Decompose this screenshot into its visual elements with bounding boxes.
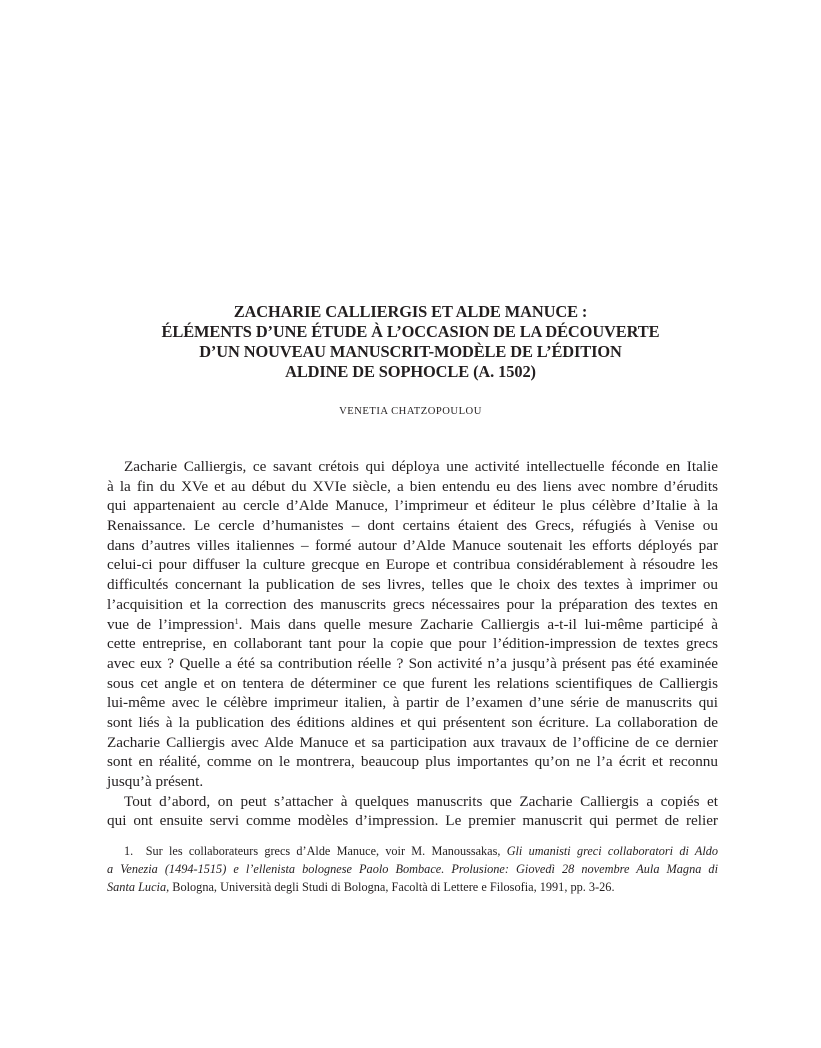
footnote-number: 1. bbox=[124, 844, 134, 858]
body-line: Tout d’abord, on peut s’attacher à quelques manuscrits que Zacharie Calliergis a copiés et bbox=[124, 792, 718, 810]
body-line: l’acquisition et la correction des manuscrits grecs nécessaires pour la préparation des textes en bbox=[107, 595, 718, 613]
body-line-start: vue de l’impression bbox=[107, 615, 235, 633]
title-line: ÉLÉMENTS D’UNE ÉTUDE À L’OCCASION DE LA DÉCOUVERTE bbox=[161, 322, 660, 341]
footnotes bbox=[107, 842, 718, 896]
footnote-line bbox=[107, 842, 718, 860]
body-line: Zacharie Calliergis avec Alde Manuce et sa participation aux travaux de l’officine de ce dernier bbox=[107, 733, 718, 751]
body-line: Zacharie Calliergis, ce savant crétois qui déploya une activité intellectuelle féconde en Italie bbox=[124, 458, 718, 475]
body-line: celui-ci pour diffuser la culture grecque en Europe et contribua considérablement à résoudre les bbox=[107, 556, 718, 574]
body-line bbox=[107, 615, 718, 635]
footnote-line bbox=[107, 860, 718, 878]
footnote-line bbox=[107, 878, 718, 896]
title-line: ZACHARIE CALLIERGIS ET ALDE MANUCE : bbox=[233, 302, 588, 321]
body-line: qui ont ensuite servi comme modèles d’impression. Le premier manuscrit qui permet de relier bbox=[107, 812, 718, 830]
body-line: dans d’autres villes italiennes – formé autour d’Alde Manuce soutenait les efforts déployés par bbox=[107, 536, 718, 554]
author-name: VENETIA CHATZOPOULOU bbox=[339, 406, 482, 417]
body-line: cette entreprise, en collaborant tant pour la copie que pour l’édition-impression de textes grecs bbox=[107, 635, 718, 653]
title-line: ALDINE DE SOPHOCLE (A. 1502) bbox=[285, 362, 536, 381]
body-line: sont en réalité, comme on le montrera, beaucoup plus importantes qu’on ne l’a écrit et reconnu bbox=[107, 753, 718, 771]
body-line: avec eux ? Quelle a été sa contribution réelle ? Son activité n’a jusqu’à présent pas été examinée bbox=[107, 654, 718, 672]
article-title bbox=[100, 302, 721, 382]
body-line: sont liés à la publication des éditions aldines et qui présentent son écriture. La collaboration de bbox=[107, 713, 718, 731]
footnote-reference[interactable]: 1 bbox=[234, 616, 239, 626]
body-line: sous cet angle et on tentera de déterminer ce que furent les relations scientifiques de Calliergis bbox=[107, 674, 718, 692]
body-line-end: . Mais dans quelle mesure Zacharie Calliergis a-t-il lui-même participé à bbox=[238, 615, 718, 633]
title-line: D’UN NOUVEAU MANUSCRIT-MODÈLE DE L’ÉDITION bbox=[199, 342, 622, 361]
body-line: lui-même avec le célèbre imprimeur italien, à partir de l’examen d’une série de manuscrits qui bbox=[107, 694, 718, 712]
body-line: à la fin du XVe et au début du XVIe siècle, a bien entendu eu des liens avec nombre d’érudits bbox=[107, 477, 718, 495]
body-line: qui appartenaient au cercle d’Alde Manuce, l’imprimeur et éditeur le plus célèbre d’Italie à la bbox=[107, 497, 718, 515]
body-line: difficultés concernant la publication de ses livres, telles que le choix des textes à imprimer ou bbox=[107, 576, 718, 594]
footnote-text: Sur les collaborateurs grecs d’Alde Manuce, voir M. Manoussakas, bbox=[145, 844, 501, 858]
footnote-italic: a Venezia (1494-1515) e l’ellenista bolognese Paolo Bombace. Prolusione: Giovedì 28 novembre Aula Magna di bbox=[107, 862, 718, 876]
footnote-text: Bologna, Università degli Studi di Bologna, Facoltà di Lettere e Filosofia, 1991, pp. 3-26. bbox=[172, 880, 615, 894]
article-body bbox=[107, 457, 718, 831]
footnote-italic: Santa Lucia, bbox=[107, 880, 170, 894]
body-line: Renaissance. Le cercle d’humanistes – dont certains étaient des Grecs, réfugiés à Venise ou bbox=[107, 517, 718, 535]
footnote-italic: Gli umanisti greci collaboratori di Aldo bbox=[506, 844, 718, 858]
body-line: jusqu’à présent. bbox=[107, 773, 204, 790]
